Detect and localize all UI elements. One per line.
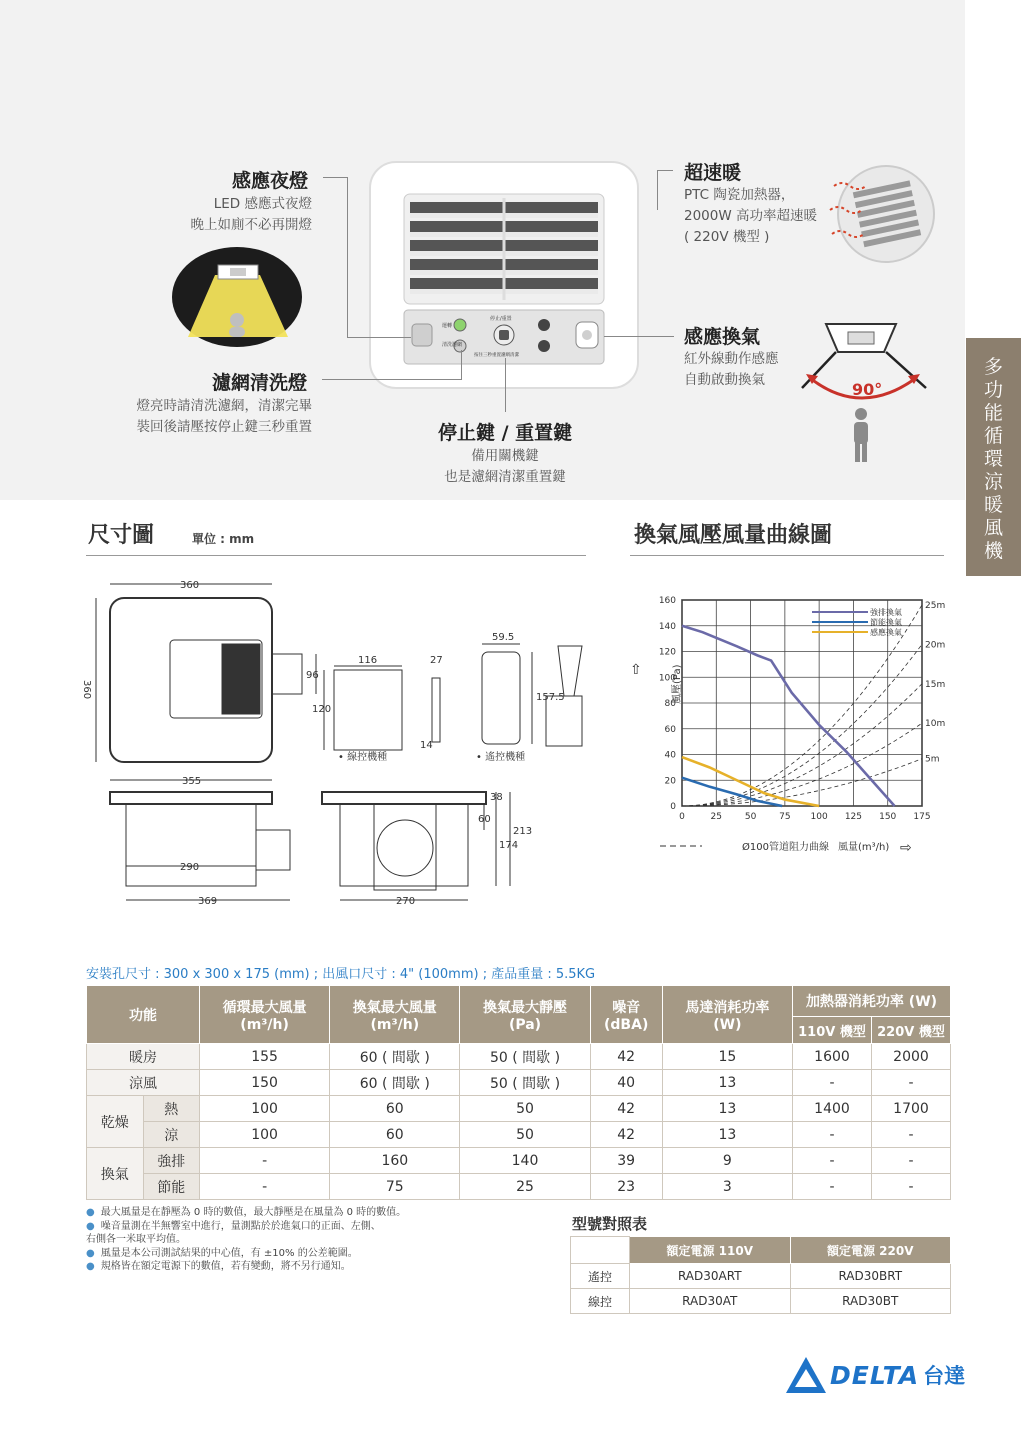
note-text: 風量是本公司測試結果的中心值，有 ±10% 的公差範圍。 [100,1247,358,1259]
cell: 42 [590,1122,662,1148]
product-front-image [368,160,640,392]
x-tick-label: 75 [779,812,791,822]
curve-title: 換氣風壓風量曲線圖 [634,523,833,548]
cell: 1600 [793,1044,872,1070]
cell: 15 [662,1044,792,1070]
cell: - [872,1070,951,1096]
table-row [87,1096,951,1122]
side-tab-text: 多功能循環涼暖風機 [983,356,1003,562]
cell: - [872,1148,951,1174]
callout-line [657,170,658,210]
quick-heat-title: 超速暖 [684,162,742,184]
x-tick-label: 50 [744,812,757,822]
spec-notes [86,1206,506,1274]
dim-116: 116 [358,655,378,666]
model-row-label: 線控 [571,1289,630,1314]
cell: 3 [662,1174,792,1200]
cell: 150 [200,1070,330,1096]
filter-light-desc: 燈亮時請清洗濾網，清潔完畢 裝回後請壓按停止鍵三秒重置 [136,398,312,435]
dimension-title: 尺寸圖 [88,523,155,548]
section-rule [86,555,586,556]
model-cell: RAD30ART [630,1264,791,1289]
y-tick-label: 140 [658,621,676,632]
cell: 1700 [872,1096,951,1122]
dim-360-width: 360 [180,580,200,591]
row-sub-label: 熱 [143,1096,200,1122]
cell: 42 [590,1096,662,1122]
y-tick-label: 60 [664,724,676,735]
section-rule [630,555,944,556]
panel-label-filter: 清洗濾網 [442,342,463,348]
dimension-unit: 單位 : mm [192,532,255,546]
cell: 39 [590,1148,662,1174]
col-110v-model: 額定電源 110V [630,1237,791,1264]
cell: 40 [590,1070,662,1096]
col-220v: 220V 機型 [872,1017,951,1044]
x-tick-label: 100 [810,812,828,822]
night-light-desc: LED 感應式夜燈 晚上如廁不必再開燈 [190,196,312,233]
dim-38: 38 [490,792,503,803]
spec-table [86,985,951,1200]
cell: 13 [662,1122,792,1148]
col-motor-power: 馬達消耗功率 (W) [662,986,792,1044]
resistance-label: 15m [925,679,946,690]
model-table [570,1236,951,1314]
cell: 25 [460,1174,590,1200]
legend-label: 強排換氣 [870,608,902,617]
cell: 9 [662,1148,792,1174]
model-row-label: 遙控 [571,1264,630,1289]
dim-14: 14 [420,740,433,751]
col-vent-flow: 換氣最大風量 (m³/h) [330,986,460,1044]
cell: 60 [330,1122,460,1148]
y-tick-label: 100 [658,673,676,684]
cell: - [793,1148,872,1174]
note-item: ● 最大風量是在靜壓為 0 時的數值，最大靜壓是在風量為 0 時的數值。 [86,1207,407,1218]
resistance-legend-label: Ø100管道阻力曲線 [742,842,829,853]
sensor-vent-desc: 紅外線動作感應 自動啟動換氣 [684,351,779,388]
callout-line [323,177,347,178]
dim-96: 96 [306,670,319,681]
model-cell: RAD30BT [790,1289,951,1314]
dim-120: 120 [312,704,332,715]
cell: 60 [330,1096,460,1122]
cell: 60 ( 間歇 ) [330,1044,460,1070]
cell: 155 [200,1044,330,1070]
dim-157-5: 157.5 [536,692,565,703]
row-label: 涼風 [87,1070,200,1096]
col-noise: 噪音 (dBA) [590,986,662,1044]
table-row [87,1174,951,1200]
y-tick-label: 40 [664,750,676,761]
panel-label-stop: 停止/重置 [490,316,512,322]
dim-174: 174 [499,840,519,851]
x-tick-label: 175 [913,812,931,822]
col-vent-pressure: 換氣最大靜壓 (Pa) [460,986,590,1044]
col-220v-model: 額定電源 220V [790,1237,951,1264]
col-function: 功能 [87,986,200,1044]
cell: 100 [200,1122,330,1148]
cell: 60 ( 間歇 ) [330,1070,460,1096]
x-tick-label: 25 [710,812,723,822]
delta-triangle-icon [784,1355,828,1395]
y-tick-label: 0 [670,802,676,812]
stop-key-desc: 備用關機鍵 也是濾網清潔重置鍵 [444,448,566,485]
cell: 160 [330,1148,460,1174]
dim-360-height: 360 [81,680,92,700]
up-arrow-icon: ⇧ [630,662,642,678]
x-tick-label: 125 [844,812,863,822]
note-item: ● 規格皆在額定電源下的數值，若有變動，將不另行通知。 [86,1261,351,1272]
wired-model-label: • 線控機種 [338,752,388,763]
table-row [87,1044,951,1070]
panel-label-run: 運轉 [442,323,453,329]
callout-line [604,336,674,337]
panel-label-reset-hint: 按住三秒重置濾網清潔 [474,353,519,358]
dimension-drawing [80,570,600,920]
chart-x-label: 風量(m³/h) [838,842,890,853]
cell: 100 [200,1096,330,1122]
note-text: 噪音量測在半無響室中進行，量測點於於進氣口的正面、左側、 右側各一米取平均值。 [86,1220,381,1245]
model-table-title: 型號對照表 [572,1215,648,1233]
resistance-label: 25m [925,600,946,611]
table-row [87,1148,951,1174]
airflow-pressure-chart [630,590,946,860]
x-tick-label: 150 [879,812,897,822]
dim-213: 213 [513,826,533,837]
side-category-tab [966,338,1021,576]
col-110v: 110V 機型 [793,1017,872,1044]
resistance-label: 20m [925,640,946,651]
cell: - [200,1148,330,1174]
cell: - [200,1174,330,1200]
row-group-label: 換氣 [87,1148,144,1200]
cell: - [793,1122,872,1148]
cell: - [872,1174,951,1200]
col-heater-power: 加熱器消耗功率 (W) [793,986,951,1017]
cell: - [793,1174,872,1200]
table-row [571,1289,951,1314]
cell: 50 [460,1122,590,1148]
dim-60: 60 [478,814,491,825]
sensor-angle-label: 90° [852,380,883,399]
delta-logo [784,1354,965,1396]
quick-heat-desc: PTC 陶瓷加熱器， 2000W 高功率超速暖 ( 220V 機型 ) [684,187,817,245]
y-tick-label: 160 [658,596,676,606]
dim-290: 290 [180,862,200,873]
note-text: 最大風量是在靜壓為 0 時的數值，最大靜壓是在風量為 0 時的數值。 [100,1207,407,1218]
callout-line [657,170,673,171]
model-cell: RAD30AT [630,1289,791,1314]
filter-light-title: 濾網清洗燈 [212,372,308,394]
cell: 42 [590,1044,662,1070]
ptc-heater-illustration [828,158,936,266]
cell: 1400 [793,1096,872,1122]
motion-sensor-illustration [796,318,936,468]
right-arrow-icon: ⇨ [900,840,912,856]
dim-369: 369 [198,896,218,907]
note-item: ● 風量是本公司測試結果的中心值，有 ±10% 的公差範圍。 [86,1247,358,1259]
cell: - [793,1070,872,1096]
remote-model-label: • 遙控機種 [476,752,526,763]
resistance-label: 5m [925,754,940,765]
legend-label: 感應換氣 [870,628,902,637]
callout-line [505,358,506,412]
dim-59-5: 59.5 [492,632,515,643]
col-circ-flow: 循環最大風量 (m³/h) [200,986,330,1044]
dim-27: 27 [430,655,443,666]
model-corner [571,1237,630,1264]
table-row [87,1070,951,1096]
sensor-vent-title: 感應換氣 [684,326,761,348]
cell: 23 [590,1174,662,1200]
callout-line [461,350,462,380]
row-sub-label: 節能 [143,1174,200,1200]
resistance-label: 10m [925,719,946,730]
cell: 13 [662,1096,792,1122]
legend-label: 節能換氣 [870,618,902,627]
chart-y-label: 風壓(Pa) [672,664,683,704]
row-sub-label: 涼 [143,1122,200,1148]
brand-name: DELTA [830,1360,920,1390]
dim-270: 270 [396,896,416,907]
cell: 13 [662,1070,792,1096]
table-row [87,1122,951,1148]
callout-line [347,177,348,337]
y-tick-label: 80 [664,699,676,709]
brand-cn-name: 台達 [923,1364,966,1388]
cell: 140 [460,1148,590,1174]
cell: 50 ( 間歇 ) [460,1070,590,1096]
row-group-label: 乾燥 [87,1096,144,1148]
stop-key-title: 停止鍵 / 重置鍵 [438,422,573,444]
night-light-title: 感應夜燈 [232,170,309,192]
note-text: 規格皆在額定電源下的數值，若有變動，將不另行通知。 [100,1261,351,1272]
cell: - [872,1122,951,1148]
cell: 50 [460,1096,590,1122]
row-sub-label: 強排 [143,1148,200,1174]
x-tick-label: 0 [679,812,685,822]
note-item: ● 噪音量測在半無響室中進行，量測點於於進氣口的正面、左側、 右側各一米取平均值。 [86,1220,381,1245]
y-tick-label: 20 [664,776,676,787]
cell: 75 [330,1174,460,1200]
callout-line [322,379,462,380]
spec-caption: 安裝孔尺寸 : 300 x 300 x 175 (mm) ; 出風口尺寸 : 4" (100mm) ; 產品重量 : 5.5KG [86,967,596,982]
dim-355: 355 [182,776,202,787]
model-cell: RAD30BRT [790,1264,951,1289]
cell: 50 ( 間歇 ) [460,1044,590,1070]
callout-line [347,337,411,338]
table-row [571,1264,951,1289]
y-tick-label: 120 [658,647,676,658]
cell: 2000 [872,1044,951,1070]
night-light-illustration [170,245,304,349]
row-label: 暖房 [87,1044,200,1070]
